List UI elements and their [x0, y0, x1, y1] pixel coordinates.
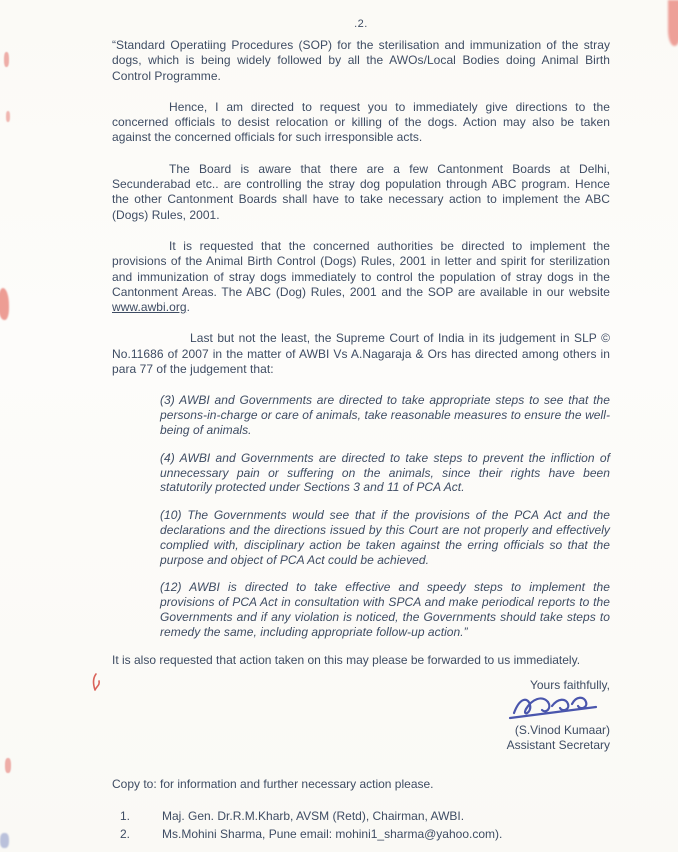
body-paragraph-5: Last but not the least, the Supreme Court of India in its judgement in SLP © No.11686 of 2007 in the matter of AWBI Vs A.Nagaraja & Ors has directed among others in para 77 of the judgement that: — [112, 331, 610, 377]
red-scan-mark-left-4 — [5, 758, 11, 773]
copy-to-list — [112, 808, 610, 843]
body-paragraph-3: The Board is aware that there are a few Cantonment Boards at Delhi, Secunderabad etc.. are controlling the stray dog population through ABC program. Hence the other Cantonment Boards shall have to take necessary action to implement the ABC (Dogs) Rules, 2001. — [112, 161, 610, 222]
copy-to-item-text: Ms.Mohini Sharma, Pune email: mohini1_sharma@yahoo.com). — [162, 827, 503, 841]
body-paragraph-2: Hence, I am directed to request you to immediately give directions to the concerned officials to desist relocation or killing of the dogs. Action may also be taken against the concerned officials for such irresponsible acts. — [112, 99, 610, 145]
copy-to-item — [120, 826, 610, 843]
copy-to-item — [120, 808, 610, 825]
judgement-quote-para-4: (4) AWBI and Governments are directed to take steps to prevent the infliction of unnecessary pain or suffering on the animals, since their rights have been statutorily protected under Sections 3 and 11 of PCA Act. — [160, 450, 610, 495]
red-scan-smudge-top-right — [668, 0, 678, 46]
copy-to-item-number: 1. — [120, 808, 131, 823]
blue-scan-mark-bottom-left — [0, 833, 9, 848]
body-paragraph-4-text: It is requested that the concerned authorities be directed to implement the provisions of the Animal Birth Control (Dogs) Rules, 2001 in letter and spirit for sterilization and immunization of stray dogs immediately to control the population of stray dogs in the Cantonment Areas. The ABC (Dog) Rules, 2001 and the SOP are available in our website — [112, 238, 610, 299]
awbi-website-link[interactable]: www.awbi.org — [112, 300, 187, 315]
signer-name: (S.Vinod Kumaar) — [514, 722, 610, 737]
closing-salutation: Yours faithfully, — [529, 677, 610, 692]
action-request-line: It is also requested that action taken on this may please be forwarded to us immediately. — [112, 652, 581, 667]
red-scan-mark-left-3 — [0, 288, 9, 320]
copy-to-item-text: Maj. Gen. Dr.R.M.Kharb, AVSM (Retd), Chairman, AWBI. — [162, 808, 465, 823]
judgement-quote-para-12: (12) AWBI is directed to take effective and speedy steps to implement the provisions of PCA Act in consultation with SPCA and make periodical reports to the Governments and if any violation is noticed, the Governments should take steps to remedy the same, including appropriate follow-up action.” — [160, 580, 610, 639]
body-paragraph-4-suffix: . — [186, 300, 191, 315]
red-scan-mark-left-2 — [6, 111, 10, 122]
red-scan-mark-left-1 — [4, 52, 9, 67]
copy-to-item-number: 2. — [120, 827, 131, 841]
copy-to-section — [112, 777, 610, 843]
body-paragraph-1: “Standard Operatiing Procedures (SOP) for the sterilisation and immunization of the stray dogs, which is being widely followed by all the AWOs/Local Bodies doing Animal Birth Control Programme. — [112, 38, 610, 83]
page-number: .2. — [354, 18, 368, 30]
body-paragraph-4 — [112, 239, 610, 315]
judgement-quote-para-10: (10) The Governments would see that if the provisions of the PCA Act and the declarations and the directions issued by this Court are not properly and effectively complied with, disciplinary action be taken against the erring officials so that the purpose and object of PCA Act could be achieved. — [160, 508, 610, 567]
copy-to-heading: Copy to: for information and further necessary action please. — [112, 776, 434, 791]
closing-block — [112, 678, 610, 753]
judgement-quote-para-3: (3) AWBI and Governments are directed to take appropriate steps to see that the persons-in-charge or care of animals, take reasonable measures to ensure the well-being of animals. — [160, 393, 610, 437]
handwritten-signature — [508, 693, 604, 723]
signer-title: Assistant Secretary — [506, 737, 610, 752]
red-pen-mark — [88, 672, 104, 694]
